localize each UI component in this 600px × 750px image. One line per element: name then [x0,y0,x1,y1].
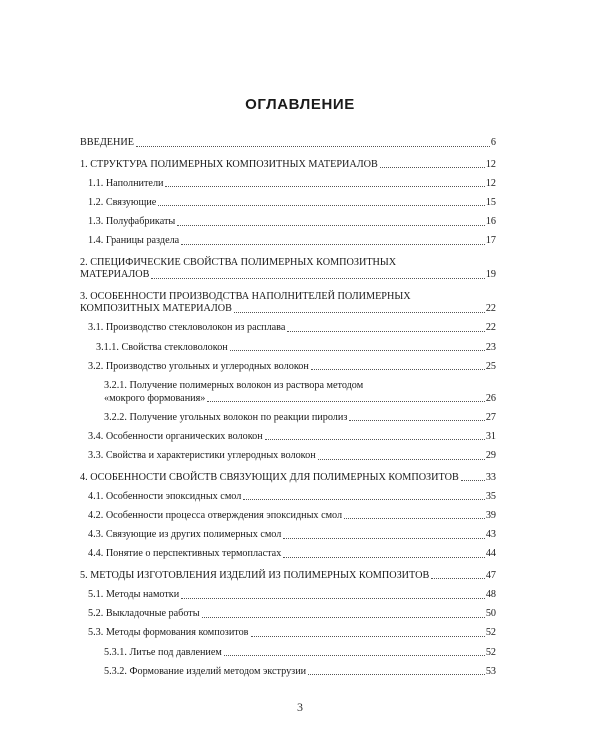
toc-entry-page: 22 [485,322,496,334]
toc-entry-page: 19 [485,269,496,281]
toc-entry-label: 4.4. Понятие о перспективных термопластах [88,548,282,560]
toc-entry-page: 17 [485,235,496,247]
toc-entry-label: 3.2.2. Получение угольных волокон по реакции пиролиз [104,411,348,423]
toc-entry-label: 3.1. Производство стекловолокон из расплава [88,322,286,334]
toc-entry-4-2[interactable] [80,510,496,523]
toc-entry-4-4[interactable] [80,548,496,561]
toc-entry-page: 52 [485,646,496,658]
toc-entry-3-2-2[interactable] [80,412,496,425]
dot-leader [177,225,485,226]
dot-leader [265,439,485,440]
toc-entry-page: 43 [485,529,496,541]
dot-leader [230,350,485,351]
dot-leader [224,655,485,656]
toc-entry-label: 4.1. Особенности эпоксидных смол [88,490,242,502]
dot-leader [181,244,485,245]
toc-entry-label-cont: КОМПОЗИТНЫХ МАТЕРИАЛОВ [80,303,232,315]
dot-leader [243,499,484,500]
toc-entry-label: 4.3. Связующие из других полимерных смол [88,529,282,541]
toc-entry-chapter-4[interactable] [80,472,496,485]
toc-entry-5-3[interactable] [80,627,496,640]
toc-entry-label: 5.1. Методы намотки [88,589,180,600]
dot-leader [287,331,484,332]
dot-leader [202,617,485,618]
toc-entry-label: 1.3. Полуфабрикаты [88,216,176,228]
toc-entry-label: 4.2. Особенности процесса отверждения эпоксидных смол [88,509,343,521]
toc-entry-3-2[interactable] [80,361,496,374]
toc-entry-page: 48 [485,589,496,600]
page-number: 3 [297,700,303,714]
dot-leader [344,518,485,519]
toc-entry-3-3[interactable] [80,450,496,463]
toc-entry-4-1[interactable] [80,491,496,504]
toc-entry-page: 52 [485,627,496,639]
dot-leader [311,369,485,370]
dot-leader [431,578,485,579]
toc-entry-page: 15 [485,196,496,208]
toc-entry-1-2[interactable] [80,197,496,210]
dot-leader [283,538,484,539]
toc-entry-5-3-1[interactable] [80,647,496,660]
toc-entry-label: 1. СТРУКТУРА ПОЛИМЕРНЫХ КОМПОЗИТНЫХ МАТЕРИАЛОВ [80,158,378,170]
dot-leader [234,312,485,313]
toc-entry-page: 6 [490,137,496,148]
toc-entry-5-1[interactable] [80,589,496,602]
toc-entry-page: 29 [485,450,496,462]
toc-entry-3-4[interactable] [80,431,496,444]
toc-entry-page: 35 [485,490,496,502]
dot-leader [349,420,484,421]
toc-entry-5-3-2[interactable] [80,666,496,679]
page-title: ОГЛАВЛЕНИЕ [245,96,355,113]
toc-entry-page: 25 [485,360,496,372]
toc-entry-label: 4. ОСОБЕННОСТИ СВОЙСТВ СВЯЗУЮЩИХ ДЛЯ ПОЛИМЕРНЫХ КОМПОЗИТОВ [80,471,459,483]
dot-leader [207,401,484,402]
toc-entry-page: 12 [485,158,496,170]
table-of-contents [80,137,496,685]
toc-entry-label: 1.1. Наполнители [88,177,164,189]
toc-entry-label: 1.4. Границы раздела [88,235,180,247]
toc-entry-page: 27 [485,411,496,423]
toc-entry-page: 39 [485,509,496,521]
dot-leader [380,167,485,168]
toc-entry-3-2-1[interactable] [80,380,496,405]
dot-leader [308,674,485,675]
toc-entry-1-4[interactable] [80,235,496,248]
dot-leader [251,636,485,637]
toc-entry-page: 26 [485,392,496,404]
dot-leader [136,146,490,147]
dot-leader [151,278,484,279]
toc-entry-3-1[interactable] [80,322,496,335]
toc-entry-5-2[interactable] [80,608,496,621]
toc-entry-page: 33 [485,471,496,483]
toc-entry-1-3[interactable] [80,216,496,229]
dot-leader [158,205,484,206]
dot-leader [461,480,485,481]
toc-entry-label-cont: МАТЕРИАЛОВ [80,269,150,281]
dot-leader [318,459,485,460]
toc-entry-page: 31 [485,430,496,442]
toc-entry-label: ВВЕДЕНИЕ [80,137,134,148]
toc-entry-label: 3.3. Свойства и характеристики углеродных волокон [88,450,316,462]
toc-entry-page: 50 [485,608,496,620]
toc-entry-page: 22 [485,303,496,315]
toc-entry-chapter-3[interactable] [80,291,496,316]
toc-entry-label: 3.4. Особенности органических волокон [88,430,263,442]
toc-entry-page: 23 [485,341,496,353]
toc-entry-label: 5.2. Выкладочные работы [88,608,200,620]
toc-entry-label: 5.3.1. Литье под давлением [104,646,222,658]
toc-entry-page: 44 [485,548,496,560]
toc-entry-label: 1.2. Связующие [88,196,157,208]
toc-entry-label: 3.2. Производство угольных и углеродных волокон [88,360,309,372]
toc-entry-4-3[interactable] [80,529,496,542]
toc-entry-1-1[interactable] [80,178,496,191]
toc-entry-label: 3. ОСОБЕННОСТИ ПРОИЗВОДСТВА НАПОЛНИТЕЛЕЙ ПОЛИМЕРНЫХ [80,290,411,302]
toc-entry-page: 16 [485,216,496,228]
toc-entry-label: 5.3. Методы формования композитов [88,627,249,639]
toc-entry-label: 5. МЕТОДЫ ИЗГОТОВЛЕНИЯ ИЗДЕЛИЙ ИЗ ПОЛИМЕРНЫХ КОМПОЗИТОВ [80,569,430,581]
toc-entry-label: 3.1.1. Свойства стекловолокон [96,341,228,353]
toc-entry-chapter-2[interactable] [80,257,496,282]
dot-leader [283,557,485,558]
toc-entry-page: 47 [485,569,496,581]
toc-entry-chapter-5[interactable] [80,570,496,583]
toc-entry-3-1-1[interactable] [80,342,496,355]
dot-leader [181,598,485,599]
toc-entry-introduction[interactable] [80,137,496,150]
toc-entry-label: 5.3.2. Формование изделий методом экструзии [104,665,307,677]
toc-entry-label: 3.2.1. Получение полимерных волокон из раствора методом [104,380,364,391]
toc-entry-label: 2. СПЕЦИФИЧЕСКИЕ СВОЙСТВА ПОЛИМЕРНЫХ КОМПОЗИТНЫХ [80,256,397,268]
toc-entry-page: 53 [485,665,496,677]
toc-entry-chapter-1[interactable] [80,159,496,172]
toc-entry-label-cont: «мокрого формования» [104,392,206,404]
toc-entry-page: 12 [485,177,496,189]
dot-leader [165,186,484,187]
